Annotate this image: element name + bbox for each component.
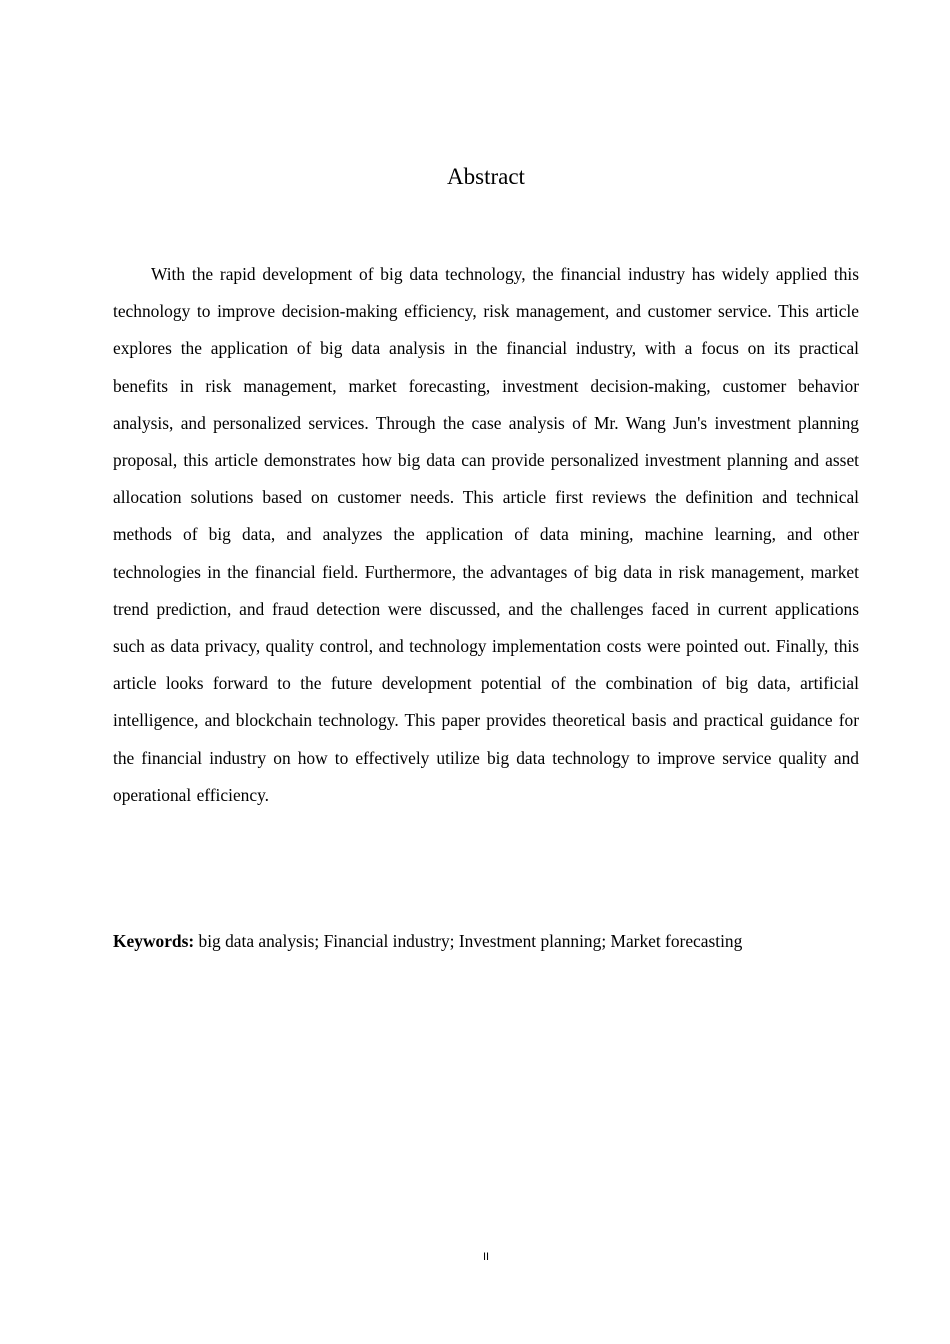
page-number: II xyxy=(482,1251,490,1263)
abstract-body: With the rapid development of big data technology, the financial industry has widely applied this technology to improve decision-making efficiency, risk management, and customer service. This article explores the application of big data analysis in the financial industry, with a focus on its practical benefits in risk management, market forecasting, investment decision-making, customer behavior analysis, and personalized services. Through the case analysis of Mr. Wang Jun's investment planning proposal, this article demonstrates how big data can provide personalized investment planning and asset allocation solutions based on customer needs. This article first reviews the definition and technical methods of big data, and analyzes the application of data mining, machine learning, and other technologies in the financial field. Furthermore, the advantages of big data in risk management, market trend prediction, and fraud detection were discussed, and the challenges faced in current applications such as data privacy, quality control, and technology implementation costs were pointed out. Finally, this article looks forward to the future development potential of the combination of big data, artificial intelligence, and blockchain technology. This paper provides theoretical basis and practical guidance for the financial industry on how to effectively utilize big data technology to improve service quality and operational efficiency. xyxy=(113,264,859,805)
keywords-label: Keywords: xyxy=(113,931,195,951)
abstract-title: Abstract xyxy=(447,164,525,189)
keywords-line xyxy=(113,926,859,956)
keywords-text: big data analysis; Financial industry; Investment planning; Market forecasting xyxy=(194,931,743,951)
